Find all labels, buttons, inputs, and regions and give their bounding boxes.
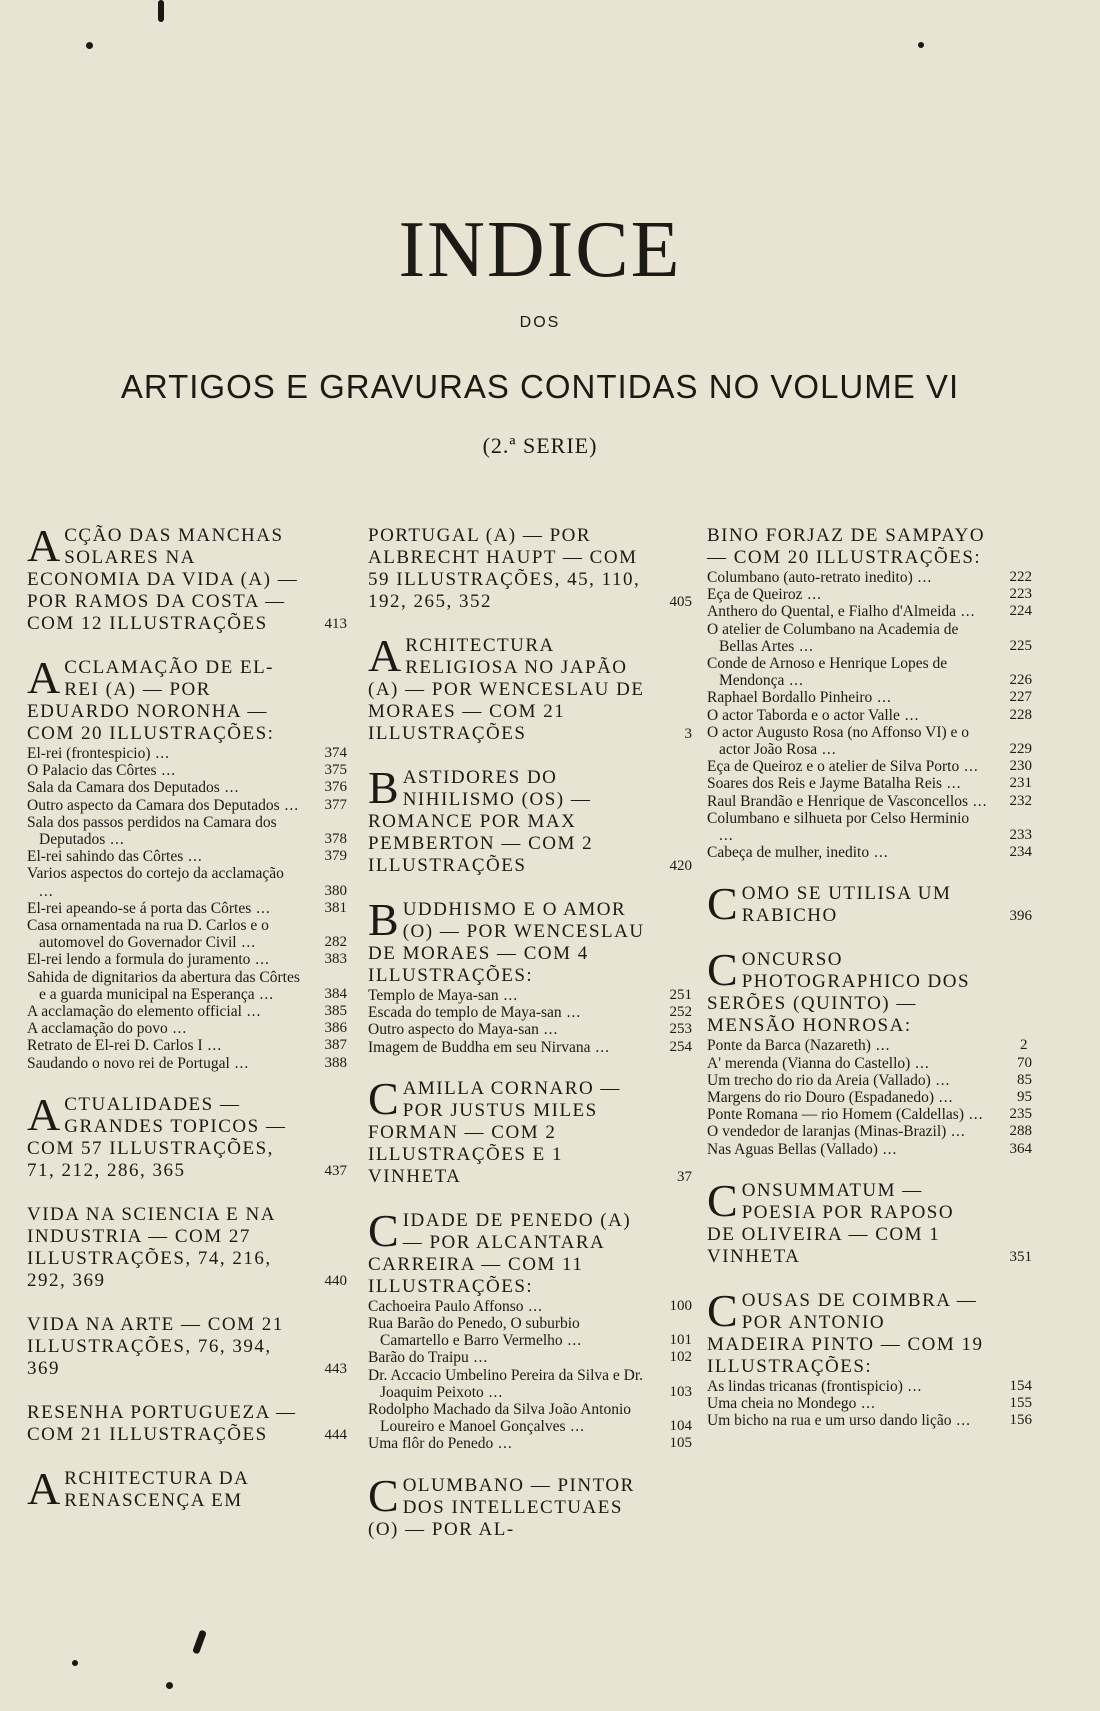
page-number: 155 [1009, 1395, 1032, 1412]
page-number: 105 [669, 1435, 692, 1452]
entry-title: ASTIDORES DO NIHILISMO (OS) — ROMANCE POR MAX PEMBERTON — COM 2 ILLUSTRAÇÕES [368, 767, 594, 876]
page-number: 413 [324, 616, 347, 632]
leader-dots: ... [183, 848, 203, 866]
subitem-title: Raul Brandão e Henrique de Vasconcellos [707, 792, 968, 810]
page-number: 224 [1009, 603, 1032, 620]
index-subitem [707, 810, 1032, 844]
leader-dots: ... [279, 796, 300, 814]
drop-initial: A [27, 1088, 61, 1140]
page-number: 95 [1017, 1089, 1032, 1106]
leader-dots: ... [156, 762, 177, 780]
subitem-title: El-rei (frontespicio) [27, 745, 151, 762]
entry-title: OMO SE UTILISA UM RABICHO [741, 883, 952, 927]
index-entry [707, 1284, 1032, 1430]
page-subtitle: ARTIGOS E GRAVURAS CONTIDAS NO VOLUME VI [120, 368, 960, 405]
page-number: 3 [684, 726, 692, 742]
ink-spot [72, 1660, 78, 1666]
drop-initial: C [368, 1072, 399, 1124]
drop-initial: C [368, 1469, 399, 1521]
leader-dots: ... [236, 934, 257, 952]
subitem-title: Escada do templo de Maya-san [368, 1004, 562, 1022]
index-entry [368, 894, 692, 1056]
entry-heading [27, 1462, 347, 1514]
entry-heading [368, 762, 692, 877]
index-entry [707, 878, 1032, 930]
drop-initial: C [707, 1174, 738, 1226]
index-subitem [27, 1055, 347, 1072]
drop-initial: C [368, 1204, 399, 1256]
index-subitem [27, 814, 347, 848]
index-subitem: Ponte da Barca (Nazareth) ... 2 [707, 1037, 1028, 1055]
index-subitem [707, 758, 1032, 775]
subitem-title: El-rei lendo a formula do juramento [27, 951, 251, 969]
subitem-title: As lindas tricanas (frontispicio) [707, 1377, 903, 1395]
page-number: 378 [324, 831, 347, 848]
subitem-title: Barão do Traipu [368, 1349, 469, 1367]
page-number: 381 [324, 899, 347, 916]
index-subitem [27, 1003, 347, 1020]
page-number: 253 [669, 1021, 692, 1038]
page-number: 100 [669, 1297, 692, 1314]
drop-initial: C [707, 878, 738, 930]
index-entry [707, 525, 1032, 861]
page-number: 103 [669, 1383, 692, 1400]
index-entry [27, 1402, 347, 1446]
index-subitem [707, 689, 1032, 706]
page-number: 223 [1009, 586, 1032, 603]
entry-heading [707, 944, 1032, 1037]
entry-title: OLUMBANO — PINTOR DOS INTELLECTUAES (O) — POR AL- [368, 1474, 635, 1540]
entry-title: RCHITECTURA DA RENASCENÇA EM [64, 1467, 249, 1511]
index-subitem [368, 1401, 692, 1435]
entry-title: AMILLA CORNARO — POR JUSTUS MILES FORMAN — COM 2 ILLUSTRAÇÕES E 1 VINHETA [368, 1077, 621, 1187]
subitem-title: Cachoeira Paulo Affonso [368, 1297, 524, 1315]
index-subitem [707, 586, 1032, 603]
leader-dots: ... [254, 985, 275, 1003]
entry-title: VIDA NA SCIENCIA E NA INDUSTRIA — COM 27 ILLUSTRAÇÕES, 74, 216, 292, 369 [27, 1203, 275, 1291]
leader-dots: ... [856, 1395, 876, 1413]
index-subitem [27, 900, 347, 917]
entry-heading [707, 878, 1032, 930]
page-number: 443 [324, 1360, 347, 1377]
subitem-title: Varios aspectos do cortejo da acclamação [27, 865, 284, 883]
index-subitem [707, 603, 1032, 620]
index-entry [27, 1314, 347, 1380]
leader-dots: ... [942, 775, 962, 793]
entry-heading [368, 1072, 692, 1188]
drop-initial: B [368, 894, 399, 945]
subitem-title: Retrato de El-rei D. Carlos I [27, 1037, 203, 1055]
index-entry [368, 1469, 692, 1541]
page-number: 234 [1009, 844, 1032, 861]
drop-initial: A [27, 520, 61, 571]
index-subitem [27, 848, 347, 865]
page-number: 383 [324, 951, 347, 968]
drop-initial: A [27, 652, 61, 703]
leader-dots: ... [523, 1297, 544, 1315]
index-column-1 [27, 520, 347, 1534]
subitem-title: Uma flôr do Penedo [368, 1435, 494, 1453]
index-subitem [707, 707, 1032, 724]
page-number: 254 [669, 1038, 692, 1055]
entry-title: ONSUMMATUM — POESIA POR RAPOSO DE OLIVEIRA — COM 1 VINHETA [707, 1179, 955, 1267]
subitem-title: Imagem de Buddha em seu Nirvana [368, 1038, 591, 1056]
subitem-title: Uma cheia no Mondego [707, 1395, 857, 1413]
index-entry [368, 630, 692, 745]
subitem-title: O vendedor de laranjas (Minas-Brazil) [707, 1123, 947, 1141]
subitem-title: Margens do rio Douro (Espadanedo) [707, 1089, 934, 1107]
index-subitem [707, 569, 1032, 586]
leader-dots: ... [930, 1071, 951, 1089]
leader-dots: ... [251, 899, 271, 917]
leader-dots: ... [877, 1140, 898, 1158]
leader-dots: ... [561, 1004, 582, 1022]
drop-initial: A [27, 1462, 61, 1514]
subitem-title: Anthero do Quental, e Fialho d'Almeida [707, 603, 957, 621]
entry-title: RESENHA PORTUGUEZA — COM 21 ILLUSTRAÇÕES [27, 1401, 297, 1445]
index-subitem [368, 1021, 692, 1038]
subitem-title: Raphael Bordallo Pinheiro [707, 689, 873, 707]
drop-initial: A [368, 630, 402, 681]
leader-dots: ... [802, 586, 823, 604]
ink-mark [158, 0, 164, 22]
entry-title: OUSAS DE COIMBRA — POR ANTONIO MADEIRA PINTO — COM 19 ILLUSTRAÇÕES: [707, 1289, 984, 1377]
entry-title: IDADE DE PENEDO (A) — POR ALCANTARA CARREIRA — COM 11 ILLUSTRAÇÕES: [368, 1209, 632, 1297]
page-number: 70 [1017, 1054, 1032, 1071]
index-subitem [707, 1141, 1032, 1158]
leader-dots: ... [538, 1021, 559, 1039]
index-entry [707, 1174, 1032, 1268]
subitem-title: Soares dos Reis e Jayme Batalha Reis [707, 775, 943, 793]
index-entry [368, 1204, 692, 1453]
subitem-title: Eça de Queiroz e o atelier de Silva Porto [707, 758, 960, 776]
entry-heading [27, 520, 347, 635]
index-subitem [368, 1039, 692, 1056]
leader-dots: ... [912, 569, 933, 586]
leader-dots: ... [964, 1106, 984, 1124]
subitem-title: Rodolpho Machado da Silva João Antonio Loureiro e Manoel Gonçalves [368, 1401, 632, 1436]
page-number: 440 [324, 1272, 347, 1289]
subitem-title: O actor Augusto Rosa (no Affonso VI) e o actor João Rosa [707, 723, 970, 759]
index-entry [707, 944, 1032, 1158]
index-subitem [707, 621, 1032, 655]
subitem-title: Um bicho na rua e um urso dando lição [707, 1412, 952, 1430]
page-number: 377 [324, 796, 347, 813]
page-number: 437 [324, 1162, 347, 1179]
index-subitem [707, 724, 1032, 758]
leader-dots: ... [483, 1383, 504, 1401]
index-subitem [368, 1367, 692, 1401]
index-entry [368, 762, 692, 877]
subitem-title: Conde de Arnoso e Henrique Lopes de Mendonça [707, 655, 948, 690]
page-number: 154 [1009, 1377, 1032, 1394]
entry-title: UDDHISMO E O AMOR (O) — POR WENCESLAU DE MORAES — COM 4 ILLUSTRAÇÕES: [368, 899, 645, 986]
page-number: 375 [324, 762, 347, 779]
index-subitem [27, 969, 347, 1003]
leader-dots: ... [202, 1037, 223, 1055]
leader-dots: ... [167, 1020, 188, 1038]
leader-dots: ... [870, 1037, 891, 1055]
leader-dots: ... [967, 792, 988, 810]
page-number: 229 [1009, 741, 1032, 758]
index-subitem [707, 844, 1032, 861]
entry-heading [368, 1204, 692, 1298]
subitem-title: Rua Barão do Penedo, O suburbio Camartello e Barro Vermelho [368, 1315, 580, 1350]
entry-title: BINO FORJAZ DE SAMPAYO — COM 20 ILLUSTRAÇÕES: [707, 525, 986, 568]
index-column-3 [707, 525, 1032, 1451]
page-number: 85 [1017, 1071, 1032, 1088]
drop-initial: C [707, 1284, 738, 1336]
page-number: 222 [1009, 569, 1032, 585]
entry-heading [368, 525, 692, 613]
leader-dots: ... [959, 758, 979, 776]
index-subitem [27, 745, 347, 762]
leader-dots: ... [39, 882, 54, 900]
subitem-title: Templo de Maya-san [368, 987, 499, 1004]
leader-dots: ... [869, 844, 889, 862]
ink-spot [166, 1682, 173, 1689]
entry-title: CCLAMAÇÃO DE EL-REI (A) — POR EDUARDO NORONHA — COM 20 ILLUSTRAÇÕES: [27, 657, 275, 744]
subitem-title: Outro aspecto da Camara dos Deputados [27, 796, 280, 814]
subitem-title: Columbano e silhueta por Celso Herminio [707, 809, 970, 827]
entry-heading [368, 630, 692, 745]
subitem-title: Ponte da Barca (Nazareth) [707, 1037, 871, 1055]
subitem-title: Nas Aguas Bellas (Vallado) [707, 1140, 878, 1158]
leader-dots: ... [241, 1003, 262, 1021]
drop-initial: B [368, 762, 399, 813]
page-number: 387 [324, 1037, 347, 1054]
subitem-title: A' merenda (Vianna do Castello) [707, 1054, 911, 1072]
entry-heading [368, 1469, 692, 1541]
index-entry [368, 525, 692, 613]
page-number: 384 [324, 985, 347, 1002]
index-subitem [707, 1072, 1032, 1089]
leader-dots: ... [910, 1054, 930, 1072]
leader-dots: ... [250, 951, 270, 969]
page-number: 376 [324, 779, 347, 796]
entry-heading [27, 1204, 347, 1292]
subitem-title: A acclamação do elemento official [27, 1003, 242, 1021]
subitem-title: Saudando o novo rei de Portugal [27, 1054, 230, 1072]
leader-dots: ... [951, 1412, 971, 1430]
leader-dots: ... [219, 779, 240, 797]
page-number: 227 [1009, 689, 1032, 706]
page-number: 225 [1009, 637, 1032, 654]
leader-dots: ... [899, 706, 920, 724]
entry-title: VIDA NA ARTE — COM 21 ILLUSTRAÇÕES, 76, 394, 369 [27, 1313, 284, 1379]
leader-dots: ... [794, 637, 814, 655]
page-number: 101 [669, 1332, 692, 1349]
index-entry [27, 1462, 347, 1514]
index-subitem [368, 1349, 692, 1366]
entry-heading [707, 1174, 1032, 1268]
entry-heading [27, 1088, 347, 1182]
index-subitem [707, 775, 1032, 792]
index-subitem [27, 1037, 347, 1054]
page-number: 444 [324, 1426, 347, 1443]
page-title: INDICE [398, 206, 682, 294]
subitem-title: A acclamação do povo [27, 1020, 168, 1038]
index-subitem [707, 1378, 1032, 1395]
leader-dots: ... [719, 827, 734, 845]
page-number: 420 [669, 858, 692, 874]
page-number: 288 [1009, 1123, 1032, 1140]
page-number: 379 [324, 848, 347, 865]
index-subitem [707, 1089, 1032, 1106]
page-number: 374 [324, 745, 347, 761]
index-entry [27, 1088, 347, 1182]
leader-dots: ... [498, 987, 519, 1004]
page-number: 233 [1009, 827, 1032, 844]
index-entry [27, 1204, 347, 1292]
entry-title: CTUALIDADES — GRANDES TOPICOS — COM 57 ILLUSTRAÇÕES, 71, 212, 286, 365 [27, 1093, 287, 1181]
entry-title: RCHITECTURA RELIGIOSA NO JAPÃO (A) — POR WENCESLAU DE MORAES — COM 21 ILLUSTRAÇÕES [368, 635, 645, 744]
subitem-title: Sahida de dignitarios da abertura das Côrtes e a guarda municipal na Esperança [27, 968, 300, 1003]
page-number: 396 [1009, 908, 1032, 925]
subitem-title: Columbano (auto-retrato inedito) [707, 569, 913, 586]
index-entry [27, 520, 347, 635]
entry-title: PORTUGAL (A) — POR ALBRECHT HAUPT — COM 59 ILLUSTRAÇÕES, 45, 110, 192, 265, 352 [368, 525, 641, 612]
index-subitem [368, 1435, 692, 1452]
index-subitem [27, 951, 347, 968]
leader-dots: ... [229, 1054, 250, 1072]
index-subitem [707, 655, 1032, 689]
subitem-title: Um trecho do rio da Areia (Vallado) [707, 1071, 931, 1089]
leader-dots: ... [784, 672, 804, 690]
index-entry [27, 652, 347, 1072]
index-subitem [707, 793, 1032, 810]
page-number: 351 [1009, 1248, 1032, 1265]
subitem-title: Ponte Romana — rio Homem (Caldellas) [707, 1106, 964, 1124]
index-subitem [368, 987, 692, 1004]
entry-heading [707, 525, 1032, 569]
index-subitem [27, 797, 347, 814]
subitem-title: Eça de Queiroz [707, 586, 803, 604]
leader-dots: ... [872, 689, 892, 707]
page-number: 252 [669, 1004, 692, 1021]
index-subitem [27, 1020, 347, 1037]
page-number: 226 [1009, 672, 1032, 689]
leader-dots: ... [562, 1332, 583, 1350]
page-number: 37 [677, 1168, 692, 1185]
index-subitem [27, 865, 347, 899]
leader-dots: ... [565, 1418, 586, 1436]
drop-initial: C [707, 944, 738, 996]
index-subitem [707, 1412, 1032, 1429]
index-subitem [707, 1123, 1032, 1140]
index-subitem [27, 762, 347, 779]
leader-dots: ... [934, 1089, 954, 1107]
leader-dots: ... [468, 1349, 489, 1367]
subitem-title: Dr. Accacio Umbelino Pereira da Silva e Dr. Joaquim Peixoto [368, 1366, 644, 1401]
page-number: 282 [324, 934, 347, 951]
index-subitem [27, 779, 347, 796]
entry-heading [707, 1284, 1032, 1378]
ink-mark [192, 1630, 207, 1655]
page-number: 251 [669, 987, 692, 1003]
ink-spot [918, 42, 924, 48]
page-number: 364 [1009, 1140, 1032, 1157]
page-number: 385 [324, 1003, 347, 1020]
series-label: (2.ª SERIE) [482, 433, 598, 458]
index-subitem [368, 1315, 692, 1349]
entry-heading [27, 1402, 347, 1446]
subitem-title: El-rei apeando-se á porta das Côrtes [27, 899, 252, 917]
page-number: 104 [669, 1418, 692, 1435]
leader-dots: ... [956, 603, 976, 621]
subitem-title: O Palacio das Côrtes [27, 762, 157, 780]
page-number: 405 [669, 594, 692, 610]
entry-heading [368, 894, 692, 987]
leader-dots: ... [590, 1038, 611, 1056]
page-number: 156 [1009, 1412, 1032, 1429]
entry-heading [27, 1314, 347, 1380]
index-subitem [27, 917, 347, 951]
leader-dots: ... [493, 1435, 513, 1453]
page-number: 228 [1009, 706, 1032, 723]
leader-dots: ... [902, 1377, 923, 1395]
leader-dots: ... [150, 745, 171, 762]
page-number: 102 [669, 1349, 692, 1366]
entry-heading [27, 652, 347, 745]
index-column-2 [368, 525, 692, 1563]
leader-dots: ... [817, 741, 837, 759]
page-number: 386 [324, 1020, 347, 1037]
index-entry [368, 1072, 692, 1188]
leader-dots: ... [105, 831, 125, 849]
subitem-title: El-rei sahindo das Côrtes [27, 848, 184, 866]
page-number: 235 [1009, 1106, 1032, 1123]
page-number: 231 [1009, 775, 1032, 792]
subitem-title: Sala da Camara dos Deputados [27, 779, 220, 797]
leader-dots: ... [946, 1123, 966, 1141]
index-subitem [707, 1055, 1032, 1072]
subitem-title: Cabeça de mulher, inedito [707, 844, 870, 862]
page-number: 380 [324, 882, 347, 899]
subitem-title: O atelier de Columbano na Academia de Bellas Artes [707, 620, 959, 655]
page-number: 232 [1009, 792, 1032, 809]
index-subitem [707, 1395, 1032, 1412]
subitem-title: Outro aspecto do Maya-san [368, 1021, 539, 1039]
page-number: 230 [1009, 758, 1032, 775]
title-connector: DOS [519, 314, 561, 331]
ink-spot [86, 42, 93, 49]
entry-title: CÇÃO DAS MANCHAS SOLARES NA ECONOMIA DA VIDA (A) — POR RAMOS DA COSTA — COM 12 ILLUSTRAÇÕES [27, 525, 299, 634]
index-subitem [368, 1298, 692, 1315]
entry-title: ONCURSO PHOTOGRAPHICO DOS SERÕES (QUINTO) — MENSÃO HONROSA: [707, 949, 971, 1037]
index-subitem [707, 1106, 1032, 1123]
page-number: 388 [324, 1054, 347, 1071]
subitem-title: Casa ornamentada na rua D. Carlos e o automovel do Governador Civil [27, 917, 269, 952]
subitem-title: Sala dos passos perdidos na Camara dos Deputados [27, 813, 277, 849]
subitem-title: O actor Taborda e o actor Valle [707, 706, 900, 724]
index-subitem [368, 1004, 692, 1021]
